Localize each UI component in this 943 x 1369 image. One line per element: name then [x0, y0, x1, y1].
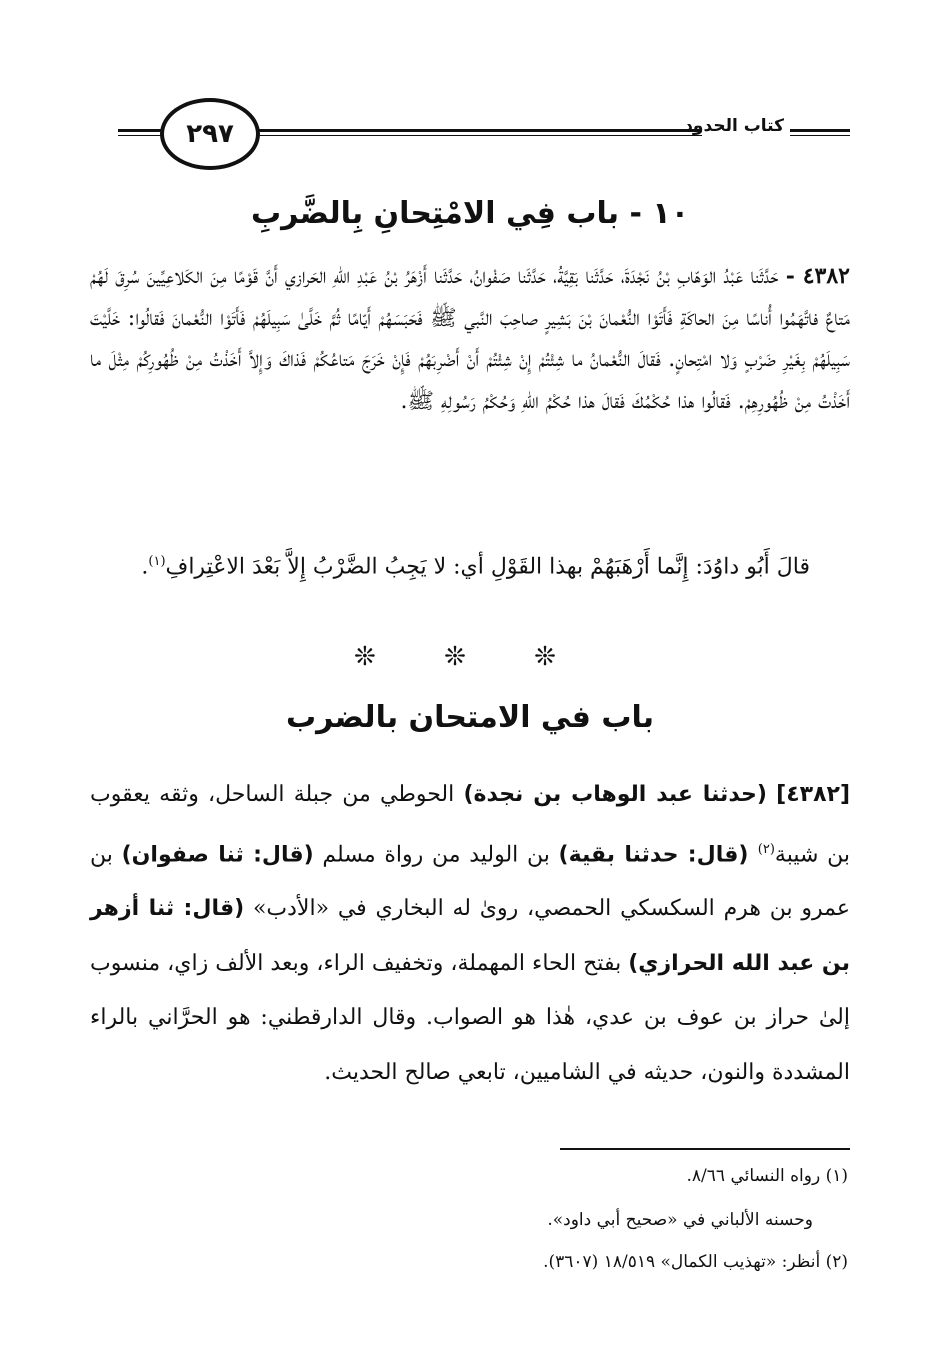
hadith-number: ٤٣٨٢ - [785, 263, 850, 289]
footnote-rule [560, 1148, 850, 1150]
commentary-title: باب في الامتحان بالضرب [285, 700, 655, 735]
commentary-bold: (قال: حدثنا بقية) [558, 841, 758, 867]
abu-dawud-end: . [141, 554, 149, 580]
commentary-span: الحوطي من جبلة الساحل، وثقه يعقوب بن شيبة [90, 782, 850, 867]
section-separator: ❊ ❊ ❊ [354, 642, 586, 672]
commentary-span: بفتح الحاء المهملة، وتخفيف الراء، وبعد الألف زاي، منسوب إلىٰ حراز بن عوف بن عدي، هٰذا هو الصواب. وقال الدارقطني: هو الحرَّاني بالراء المشددة والنون، حديثه في الشاميين، تابعي صالح الحديث. [90, 950, 850, 1085]
header-rule [118, 135, 163, 136]
header-rule [118, 129, 163, 132]
footnote-2: (٢) أنظر: «تهذيب الكمال» ١٨/٥١٩ (٣٦٠٧). [543, 1252, 848, 1272]
commentary-bold: (حدثنا عبد الوهاب بن نجدة) [463, 782, 767, 807]
footnote-ref: (٢) [757, 841, 775, 857]
header-rule [258, 129, 702, 132]
abu-dawud-text: قالَ أَبُو داوُدَ: إِنَّما أَرْهَبَهُمْ بهذا القَوْلِ أي: لا يَجِبُ الضَّرْبُ إِلاَّ بَعْدَ الاعْتِرافِ [165, 554, 810, 580]
section-title: ١٠ - باب فِي الامْتِحانِ بِالضَّربِ [250, 196, 690, 231]
commentary-text [90, 768, 850, 1100]
abu-dawud-note [90, 540, 850, 589]
hadith-body: حَدَّثَنا عَبْدُ الوَهّابِ بْنُ نَجْدَةَ، حَدَّثَنا بَقِيَّةُ، حَدَّثَنا صَفْوانُ، حَدَّثَنا أَزْهَرُ بْنُ عَبْدِ اللهِ الحَرازي أَنَّ قَوْمًا مِنَ الكَلاعِيِّينَ سُرِقَ لَهُمْ مَتاعٌ فاتَّهَمُوا أُناسًا مِنَ الحاكَةِ فَأَتَوْا النُّعْمانَ بْنَ بَشِيرٍ صاحِبَ النَّبي ﷺ فَحَبَسَهُمْ أَيّامًا ثُمَّ خَلَّىٰ سَبِيلَهُمْ فَأَتَوْا النُّعْمانَ فَقالُوا: خَلَّيْتَ سَبِيلَهُمْ بِغَيْرِ ضَرْبٍ وَلا امْتِحانٍ. فَقالَ النُّعْمانُ ما شِئْتُمْ إِنْ شِئْتُمْ أَنْ أَضْرِبَهُمْ فَإِنْ خَرَجَ مَتاعُكُمْ فَذاكَ وَإِلاَّ أَخَذْتُ مِنْ ظُهُورِكُمْ مِثْلَ ما أَخَذْتُ مِنْ ظُهُورِهِمْ. فَقالُوا هذا حُكْمُكَ فَقالَ هذا حُكْمُ اللهِ وَحُكْمُ رَسُولِهِ ﷺ. [90, 264, 850, 414]
page-number: ٢٩٧ [160, 98, 260, 170]
commentary-bold: (قال: ثنا صفوان) [121, 841, 314, 867]
commentary-ref: [٤٣٨٢] [776, 782, 850, 807]
footnote-ref: (١) [148, 554, 166, 569]
commentary-bold: (قال: ثنا أزهر بن عبد الله الحرازي) [90, 896, 850, 976]
footnote-1: (١) رواه النسائي ٨/٦٦. [686, 1166, 848, 1186]
page-header [118, 92, 850, 172]
chapter-name: كتاب الحدود [684, 116, 784, 136]
header-rule [790, 129, 850, 132]
hadith-text [90, 256, 850, 422]
footnote-1-continued: وحسنه الألباني في «صحيح أبي داود». [547, 1210, 813, 1230]
commentary-span: بن عمرو بن هرم السكسكي الحمصي، روىٰ له البخاري في «الأدب» [90, 841, 850, 922]
header-rule [790, 135, 850, 136]
commentary-span: بن الوليد من رواة مسلم [313, 841, 559, 867]
header-rule [258, 135, 702, 136]
